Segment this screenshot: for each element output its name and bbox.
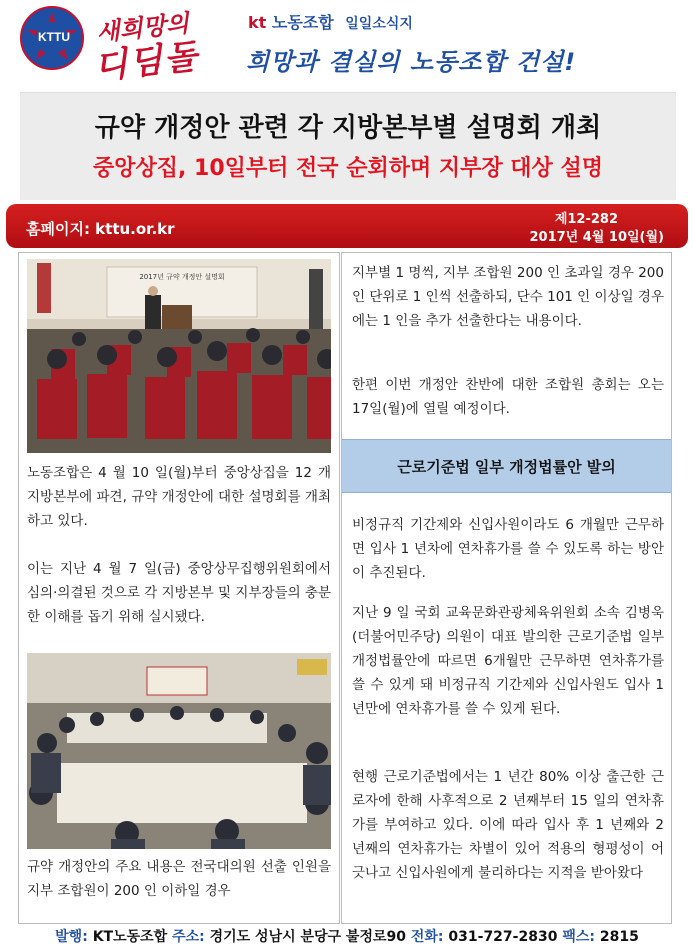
- briefing-photo-1: [27, 259, 331, 453]
- daily-news-label: 일일소식지: [345, 16, 413, 32]
- masthead: [0, 0, 694, 88]
- issue-date: 2017년 4월 10일(월): [529, 230, 664, 245]
- headline-box: [20, 92, 676, 200]
- info-band: [6, 204, 688, 248]
- footer: [0, 926, 694, 950]
- left-column: [18, 252, 340, 924]
- right-paragraph-2: 한편 이번 개정안 찬반에 대한 조합원 총회는 오는 17일(월)에 열릴 예정이다.: [352, 377, 664, 417]
- section-subhead: 근로기준법 일부 개정법률안 발의: [397, 458, 616, 476]
- phone-label: 전화:: [410, 929, 444, 945]
- address-label: 주소:: [172, 929, 205, 945]
- homepage-link[interactable]: 홈페이지: kttu.or.kr: [26, 220, 175, 238]
- fax-label: 팩스:: [562, 929, 595, 945]
- section-subhead-box: [342, 439, 671, 493]
- headline: 규약 개정안 관련 각 지방본부별 설명회 개최: [94, 113, 602, 143]
- main-slogan: 희망과 결실의 노동조합 건설!: [246, 48, 577, 76]
- right-paragraph-5: 현행 근로기준법에서는 1 년간 80% 이상 출근한 근로자에 한해 사후적으로 2 년째부터 15 일의 연차휴가를 부여하고 있다. 이에 따라 입사 후 1 년째와 2 년째의 연차휴가는 차별이 있어 적용의 형평성이 어긋나고 신입사원에게 불리하다는 지적을 받아왔다: [352, 769, 664, 881]
- union-name: [248, 10, 413, 33]
- right-column: [341, 252, 672, 924]
- briefing-photo-2: [27, 653, 331, 849]
- union-name-text: 노동조합: [271, 13, 334, 32]
- fax: 2815: [599, 929, 639, 945]
- logo-text: KTTU: [38, 30, 70, 44]
- kt-logo-text: kt: [248, 13, 267, 32]
- kttu-logo: [20, 6, 84, 70]
- meeting-room-photo-2: [27, 653, 331, 849]
- left-paragraph-2: 이는 지난 4 월 7 일(금) 중앙상무집행위원회에서 심의·의결된 것으로 각 지방본부 및 지부장들의 충분한 이해를 돕기 위해 실시됐다.: [27, 561, 331, 625]
- phone: 031-727-2830: [448, 929, 558, 945]
- address: 경기도 성남시 분당구 불정로90: [209, 929, 406, 945]
- left-paragraph-3: 규약 개정안의 주요 내용은 전국대의원 선출 인원을 지부 조합원이 200 인 이하일 경우: [27, 859, 331, 899]
- subheadline: 중앙상집, 10일부터 전국 순회하며 지부장 대상 설명: [93, 156, 603, 181]
- slogan-art-line2: 디딤돌: [92, 36, 201, 88]
- left-paragraph-1: 노동조합은 4 월 10 일(월)부터 중앙상집을 12 개 지방본부에 파견, 규약 개정안에 대한 설명회를 개최하고 있다.: [27, 465, 331, 529]
- publisher: KT노동조합: [92, 929, 168, 945]
- meeting-room-photo-1: [27, 259, 331, 453]
- publisher-label: 발행:: [55, 929, 88, 945]
- right-paragraph-4: 지난 9 일 국회 교육문화관광체육위원회 소속 김병욱 (더불어민주당) 의원이 대표 발의한 근로기준법 일부 개정법률안에 따르면 6개월만 근무하면 연차휴가를 쓸 수 있게 돼 비정규직 기간제와 신입사원도 입사 1 년만에 연차휴가를 쓸 수 있게 된다.: [352, 605, 664, 717]
- slogan-art-line1: 새희망의: [94, 8, 191, 47]
- slogan-art: [88, 4, 228, 88]
- issue-number: 제12-282: [554, 212, 618, 227]
- right-paragraph-1: 지부별 1 명씩, 지부 조합원 200 인 초과일 경우 200 인 단위로 1 인씩 선출하되, 단수 101 인 이상일 경우에는 1 인을 추가 선출한다는 내용이다.: [352, 265, 665, 329]
- photo-banner-text: 2017년 규약 개정안 설명회: [139, 273, 225, 281]
- right-paragraph-3: 비정규직 기간제와 신입사원이라도 6 개월만 근무하면 입사 1 년차에 연차휴가를 쓸 수 있도록 하는 방안이 추진된다.: [352, 517, 664, 581]
